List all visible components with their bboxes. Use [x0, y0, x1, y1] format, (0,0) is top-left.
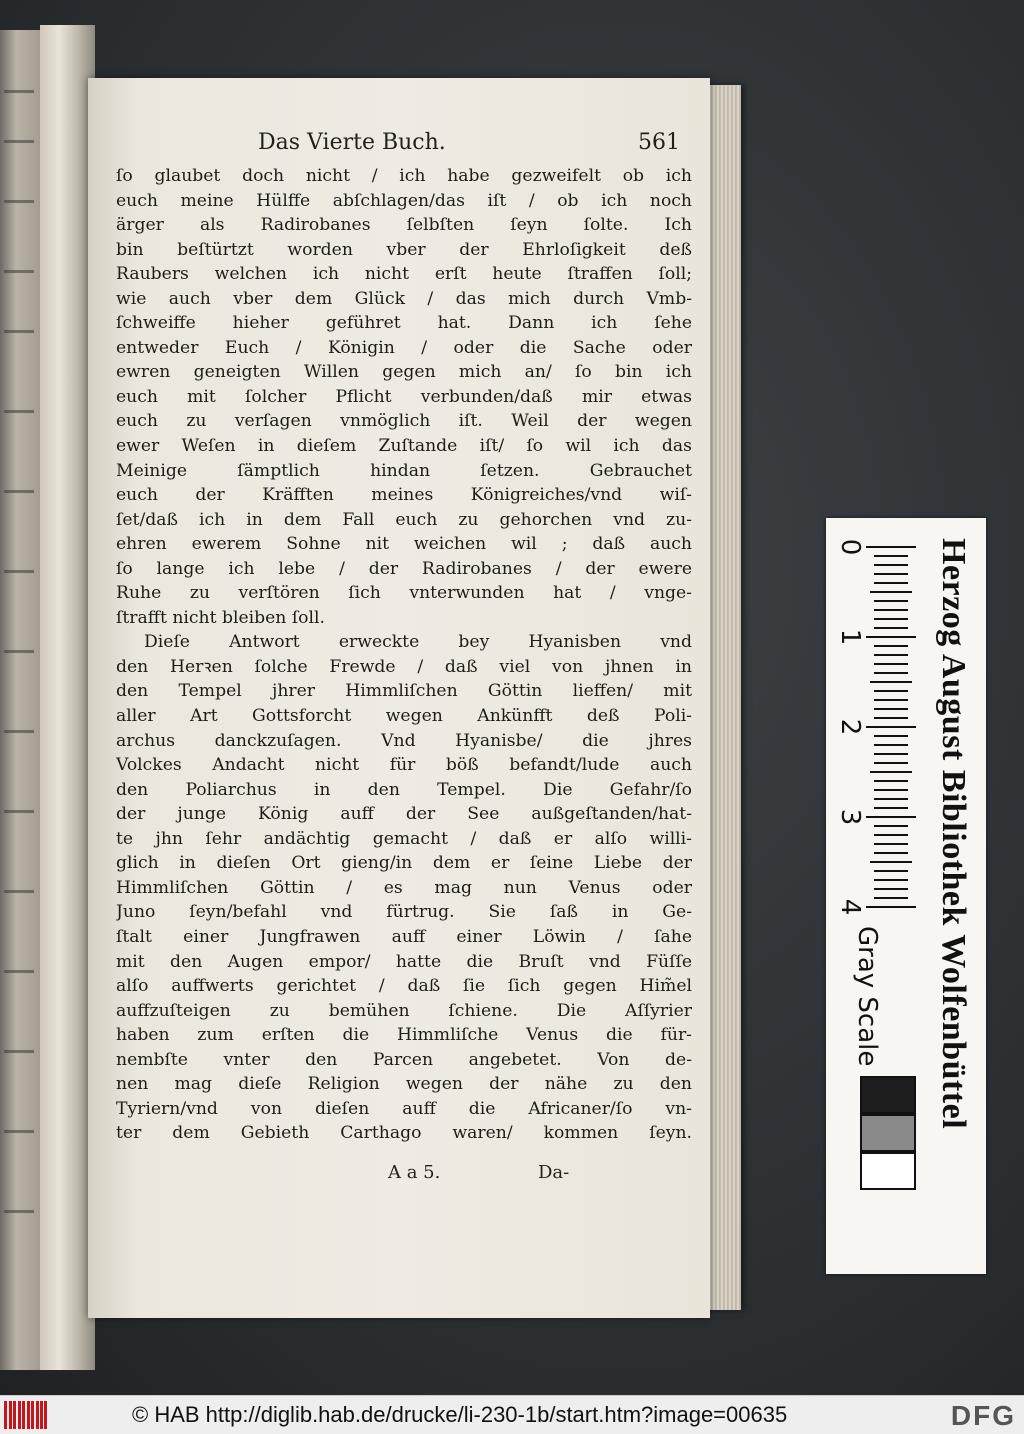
footer-bar — [0, 1395, 1024, 1434]
text-line: den Tempel jhrer Himmliſchen Göttin lieffen/ mit — [116, 681, 692, 702]
text-line: den Poliarchus in den Tempel. Die Gefahr/ſo — [116, 779, 692, 800]
book-spine — [40, 25, 95, 1370]
page-number: 561 — [638, 130, 680, 155]
dfg-logo: DFG — [950, 1400, 1016, 1431]
logo-bar — [36, 1401, 39, 1429]
ruler — [826, 518, 926, 918]
ruler-tick — [866, 546, 916, 548]
ruler-number: 0 — [835, 538, 865, 556]
ruler-tick — [866, 636, 916, 638]
text-line: Tyriern/vnd von dieſen auff die Africaner/ſo vn- — [116, 1098, 692, 1119]
ruler-tick — [874, 654, 908, 656]
ruler-tick — [874, 582, 908, 584]
ruler-tick — [874, 690, 908, 692]
logo-bar — [40, 1401, 43, 1429]
ruler-number: 3 — [835, 808, 865, 826]
logo-bar — [44, 1401, 47, 1429]
text-line: euch der Kräfften meines Königreiches/vnd wiſ- — [116, 485, 692, 506]
ruler-tick — [874, 870, 908, 872]
ruler-tick — [874, 645, 908, 647]
ruler-tick — [874, 897, 908, 899]
ruler-tick — [870, 771, 912, 773]
text-line: Ruhe zu verſtören ſich vnterwunden hat / vnge- — [116, 583, 692, 604]
ruler-tick — [874, 564, 908, 566]
logo-bar — [4, 1401, 7, 1429]
text-line: ſchweiffe hieher geführet hat. Dann ich ſehe — [116, 313, 692, 334]
ruler-tick — [874, 609, 908, 611]
ruler-tick — [866, 726, 916, 728]
ruler-tick — [874, 807, 908, 809]
logo-bar — [31, 1401, 34, 1429]
institution-name: Herzog August Bibliothek Wolfenbüttel — [935, 538, 972, 1130]
ruler-number: 1 — [835, 628, 865, 646]
text-line: te jhn ſehr andächtig gemacht / daß er alſo willi- — [116, 828, 692, 849]
adjacent-page-strip — [0, 30, 40, 1370]
ruler-tick — [874, 888, 908, 890]
ruler-tick — [874, 798, 908, 800]
text-line: euch meine Hülffe abſchlagen/das iſt / ob ich noch — [116, 190, 692, 211]
text-line: ſtalt einer Jungfrawen auff einer Löwin / ſahe — [116, 926, 692, 947]
ruler-tick — [874, 834, 908, 836]
swatch-gray — [860, 1114, 916, 1152]
body-text — [116, 164, 692, 1146]
text-line: Meinige ſämptlich hindan ſetzen. Gebrauchet — [116, 460, 692, 481]
text-line: ärger als Radirobanes ſelbſten ſeyn ſolte. Ich — [116, 215, 692, 236]
ruler-number: 2 — [835, 718, 865, 736]
signature-mark: A a 5. — [388, 1162, 441, 1183]
text-line: archus danckzuſagen. Vnd Hyanisbe/ die jhres — [116, 730, 692, 751]
text-line: den Herꝛen ſolche Frewde / daß viel von jhnen in — [116, 656, 692, 677]
ruler-tick — [874, 708, 908, 710]
ruler-tick — [874, 762, 908, 764]
ruler-number: 4 — [835, 898, 865, 916]
color-scale-card — [826, 518, 986, 1274]
text-line: Volckes Andacht nicht für böß befandt/lude auch — [116, 755, 692, 776]
ruler-tick — [874, 789, 908, 791]
text-line: ſtrafft nicht bleiben ſoll. — [116, 607, 325, 628]
text-line: aller Art Gottsforcht wegen Ankünfft deß Poli- — [116, 706, 692, 727]
ruler-tick — [874, 852, 908, 854]
ruler-tick — [874, 879, 908, 881]
text-line: ſet/daß ich in dem Fall euch zu gehorchen vnd zu- — [116, 509, 692, 530]
ruler-tick — [870, 861, 912, 863]
ruler-tick — [874, 627, 908, 629]
text-line: ewren geneigten Willen gegen mich an/ ſo bin ich — [116, 362, 692, 383]
swatch-black — [860, 1076, 916, 1114]
text-line: ſo lange ich lebe / der Radirobanes / der ewere — [116, 558, 692, 579]
text-line: auffzuſteigen zu bemühen ſchiene. Die Aſſyrier — [116, 1000, 692, 1021]
text-line: mit den Augen empor/ hatte die Bruſt vnd Füſſe — [116, 951, 692, 972]
ruler-tick — [874, 699, 908, 701]
text-line: entweder Euch / Königin / oder die Sache oder — [116, 337, 692, 358]
ruler-tick — [874, 825, 908, 827]
text-line: haben zum erſten die Himmliſche Venus die für- — [116, 1025, 692, 1046]
ruler-tick — [874, 735, 908, 737]
text-line: Dieſe Antwort erweckte bey Hyanisben vnd — [144, 632, 692, 653]
text-line: Himmliſchen Göttin / es mag nun Venus oder — [116, 877, 692, 898]
text-line: euch mit ſolcher Pflicht verbunden/daß mir etwas — [116, 386, 692, 407]
text-line: Raubers welchen ich nicht erſt heute ſtraffen ſoll; — [116, 264, 692, 285]
footer-credit-link[interactable]: © HAB http://diglib.hab.de/drucke/li-230-1b/start.htm?image=00635 — [132, 1402, 788, 1427]
ruler-tick — [874, 555, 908, 557]
ruler-tick — [874, 744, 908, 746]
catchword: Da- — [538, 1162, 570, 1183]
ruler-tick — [874, 780, 908, 782]
text-line: nembſte vnter den Parcen angebetet. Von de- — [116, 1049, 692, 1070]
ruler-tick — [874, 753, 908, 755]
running-head — [258, 128, 688, 164]
text-line: ewer Weſen in dieſem Zuſtande iſt/ ſo wil ich das — [116, 436, 692, 457]
running-title: Das Vierte Buch. — [258, 130, 446, 155]
text-line: Juno ſeyn/befahl vnd fürtrug. Sie ſaß in Ge- — [116, 902, 692, 923]
logo-bar — [27, 1401, 30, 1429]
ruler-tick — [866, 906, 916, 908]
page-footer-marks — [88, 1162, 710, 1190]
text-line: euch zu verſagen vnmöglich iſt. Weil der wegen — [116, 411, 692, 432]
text-line: bin beſtürtzt worden vber der Ehrloſigkeit deß — [116, 239, 692, 260]
text-line: glich in dieſen Ort gieng/in dem er ſeine Liebe der — [116, 853, 692, 874]
text-line: ſo glaubet doch nicht / ich habe gezweifelt ob ich — [116, 166, 692, 186]
swatch-white — [860, 1152, 916, 1190]
ruler-tick — [870, 681, 912, 683]
book-page — [88, 78, 710, 1318]
logo-bar — [9, 1401, 12, 1429]
gray-scale-label: Gray Scale — [852, 926, 882, 1067]
text-line: ehren ewerem Sohne nit weichen wil ; daß auch — [116, 534, 692, 555]
text-line: ter dem Gebieth Carthago waren/ kommen ſeyn. — [116, 1123, 692, 1144]
text-line: wie auch vber dem Glück / das mich durch Vmb- — [116, 288, 692, 309]
ruler-tick — [870, 591, 912, 593]
ruler-tick — [874, 672, 908, 674]
text-line: der junge König auff der See außgeſtanden/hat- — [116, 804, 692, 825]
ruler-tick — [874, 573, 908, 575]
logo-bar — [13, 1401, 16, 1429]
ruler-tick — [866, 816, 916, 818]
ruler-tick — [874, 600, 908, 602]
ruler-tick — [874, 663, 908, 665]
text-line: alſo auffwerts gerichtet / daß ſie ſich gegen Him̃el — [116, 976, 692, 997]
ruler-tick — [874, 717, 908, 719]
logo-bar — [22, 1401, 25, 1429]
text-line: nen mag dieſe Religion wegen der nähe zu den — [116, 1074, 692, 1095]
logo-bar — [18, 1401, 21, 1429]
ruler-tick — [874, 843, 908, 845]
ruler-tick — [874, 618, 908, 620]
hab-barcode-logo-icon — [4, 1401, 48, 1429]
page-edges — [705, 85, 741, 1310]
